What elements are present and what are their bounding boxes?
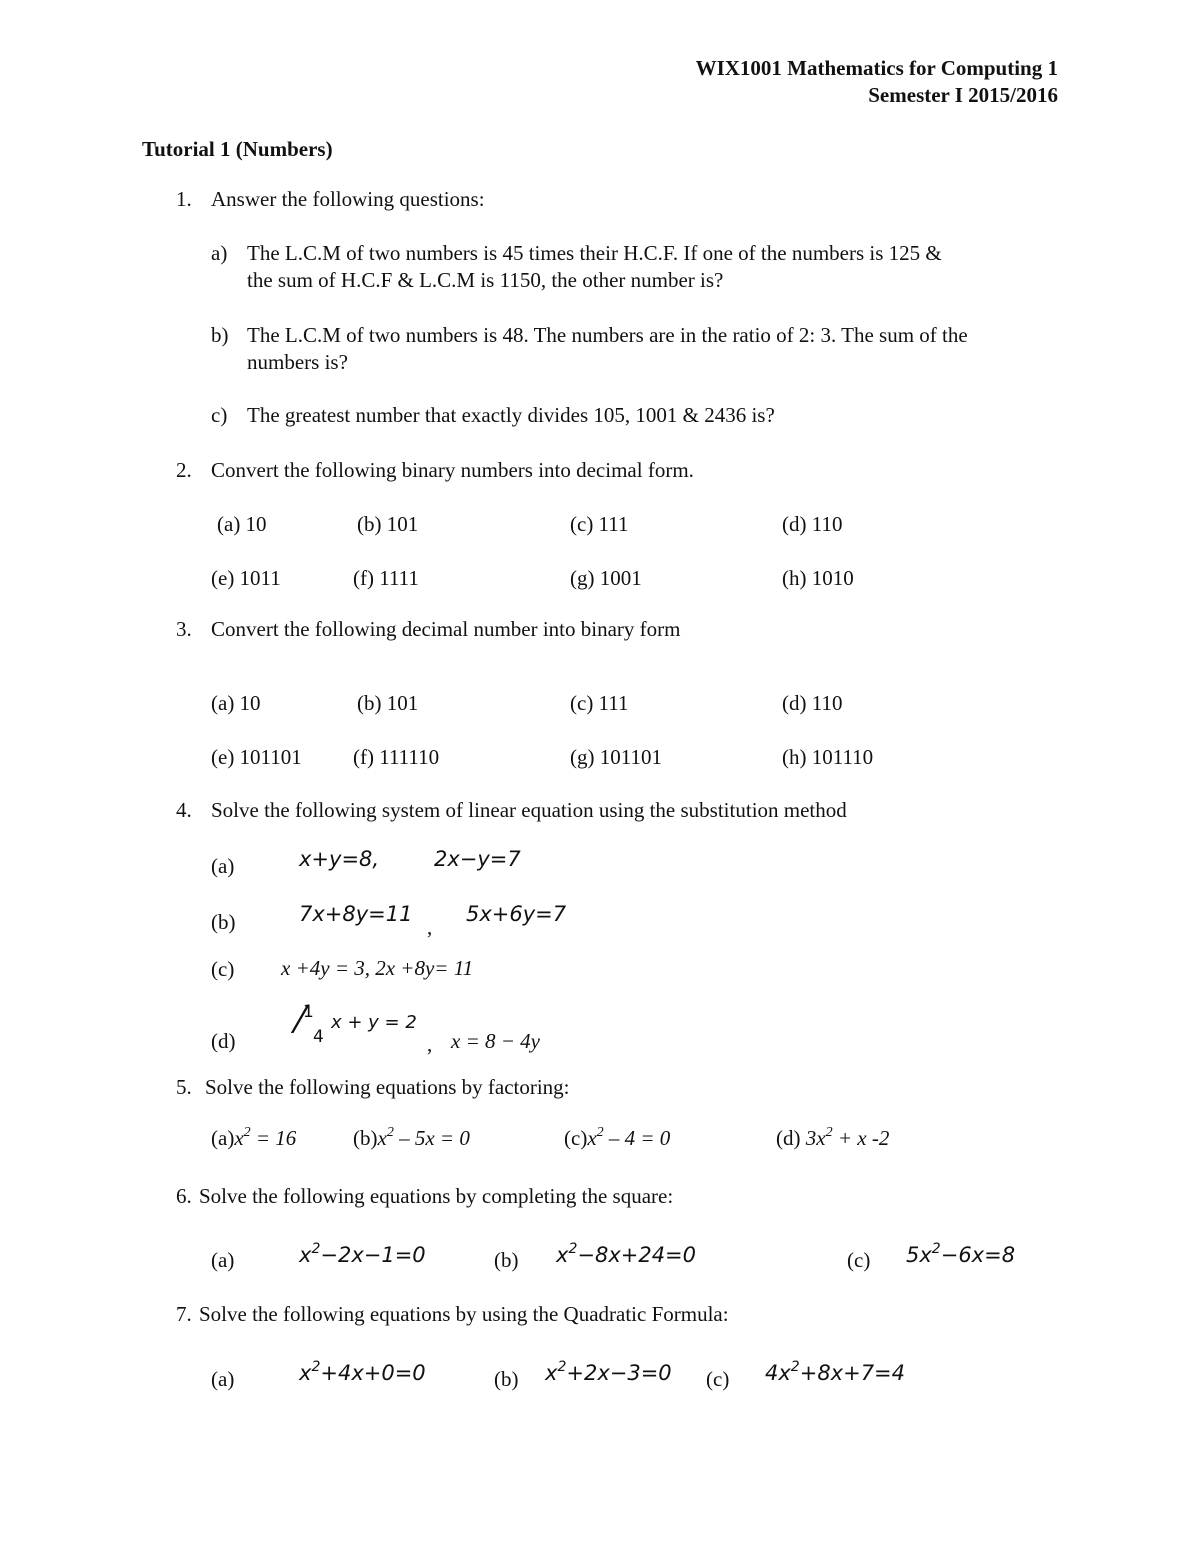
q4a-label: (a) xyxy=(211,854,235,878)
q3-number: 3. xyxy=(176,617,192,641)
q1b-line1: The L.C.M of two numbers is 48. The numbers are in the ratio of 2: 3. The sum of the xyxy=(247,323,968,347)
q4c-equation: x +4y = 3, 2x +8y= 11 xyxy=(281,956,474,980)
q5c-expr xyxy=(564,1125,671,1150)
q6b-equation xyxy=(556,1241,697,1267)
q2-item-e: (e) 1011 xyxy=(211,566,281,590)
q3-item-f: (f) 111110 xyxy=(353,745,440,769)
q2-item-h: (h) 1010 xyxy=(782,566,854,590)
q5c-exponent: 2 xyxy=(596,1125,604,1140)
q7c-base: 4x xyxy=(765,1361,791,1385)
q6b-exponent: 2 xyxy=(568,1241,578,1257)
q7b-equation xyxy=(545,1359,672,1385)
q5a-base: x xyxy=(234,1126,244,1150)
q7a-exponent: 2 xyxy=(311,1359,321,1375)
q1a-line1: The L.C.M of two numbers is 45 times their H.C.F. If one of the numbers is 125 & xyxy=(247,241,942,265)
q4d-equation-2: x = 8 − 4y xyxy=(451,1029,540,1053)
q5a-exponent: 2 xyxy=(243,1125,251,1140)
q2-number: 2. xyxy=(176,458,192,482)
q4a-equation-2: 2x−y=7 xyxy=(434,847,521,871)
q6b-label: (b) xyxy=(494,1248,519,1272)
q2-item-c: (c) 111 xyxy=(570,512,629,536)
q6b-rest: −8x+24=0 xyxy=(577,1243,697,1267)
q4b-label: (b) xyxy=(211,910,236,934)
q3-item-h: (h) 101110 xyxy=(782,745,874,769)
q6c-exponent: 2 xyxy=(931,1241,941,1257)
q1a-line2: the sum of H.C.F & L.C.M is 1150, the other number is? xyxy=(247,268,724,292)
q4d-label: (d) xyxy=(211,1029,236,1053)
q2-item-d: (d) 110 xyxy=(782,512,843,536)
q2-item-a: (a) 10 xyxy=(217,512,267,536)
q4b-equation-2: 5x+6y=7 xyxy=(466,902,567,926)
fraction-slash-icon: ⁄ xyxy=(297,1000,303,1042)
q5b-base: x xyxy=(377,1126,387,1150)
q7c-equation xyxy=(765,1359,906,1385)
q4d-fraction-denominator: 4 xyxy=(313,1027,324,1047)
q4c-label: (c) xyxy=(211,957,235,981)
q5b-expr xyxy=(353,1125,470,1150)
q2-item-b: (b) 101 xyxy=(357,512,419,536)
q2-text: Convert the following binary numbers into decimal form. xyxy=(211,458,694,482)
q1c-line1: The greatest number that exactly divides 105, 1001 & 2436 is? xyxy=(247,403,775,427)
q5a-label: (a) xyxy=(211,1126,235,1150)
q7a-equation xyxy=(299,1359,426,1385)
q5d-expr xyxy=(776,1125,890,1150)
q2-item-f: (f) 1111 xyxy=(353,566,419,590)
q7a-label: (a) xyxy=(211,1367,235,1391)
q6a-base: x xyxy=(299,1243,312,1267)
q5d-rest: + x -2 xyxy=(832,1126,890,1150)
tutorial-title: Tutorial 1 (Numbers) xyxy=(142,137,333,161)
q7c-label: (c) xyxy=(706,1367,730,1391)
q6c-label: (c) xyxy=(847,1248,871,1272)
q7-number: 7. xyxy=(176,1302,192,1326)
q4a-equation-1: x+y=8, xyxy=(299,847,380,871)
q6c-rest: −6x=8 xyxy=(940,1243,1016,1267)
q5-text: Solve the following equations by factoring: xyxy=(205,1075,570,1099)
q6-text: Solve the following equations by completing the square: xyxy=(199,1184,674,1208)
q4d-fraction-numerator: 1 xyxy=(303,1002,314,1022)
semester-label: Semester I 2015/2016 xyxy=(868,83,1058,107)
q7a-rest: +4x+0=0 xyxy=(320,1361,426,1385)
q7b-exponent: 2 xyxy=(557,1359,567,1375)
q6a-equation xyxy=(299,1241,426,1267)
q1c-label: c) xyxy=(211,403,228,427)
q5b-label: (b) xyxy=(353,1126,378,1150)
q5d-base: 3x xyxy=(805,1126,826,1150)
q5d-label: (d) xyxy=(776,1126,801,1150)
course-title: WIX1001 Mathematics for Computing 1 xyxy=(695,56,1058,80)
q6-number: 6. xyxy=(176,1184,192,1208)
q1-number: 1. xyxy=(176,187,192,211)
q7a-base: x xyxy=(299,1361,312,1385)
q5a-expr xyxy=(211,1125,297,1150)
q6a-rest: −2x−1=0 xyxy=(320,1243,426,1267)
q6a-label: (a) xyxy=(211,1248,235,1272)
q3-item-b: (b) 101 xyxy=(357,691,419,715)
q5a-rest: = 16 xyxy=(250,1126,297,1150)
q5c-base: x xyxy=(587,1126,597,1150)
q1b-label: b) xyxy=(211,323,229,347)
q3-text: Convert the following decimal number into binary form xyxy=(211,617,681,641)
q6c-base: 5x xyxy=(906,1243,932,1267)
q1b-line2: numbers is? xyxy=(247,350,348,374)
q5b-exponent: 2 xyxy=(386,1125,394,1140)
q7-text: Solve the following equations by using the Quadratic Formula: xyxy=(199,1302,729,1326)
q4-number: 4. xyxy=(176,798,192,822)
q5d-exponent: 2 xyxy=(825,1125,833,1140)
q4d-equation-1: x + y = 2 xyxy=(331,1012,417,1033)
q6b-base: x xyxy=(556,1243,569,1267)
q7c-exponent: 2 xyxy=(790,1359,800,1375)
q5c-rest: – 4 = 0 xyxy=(603,1126,671,1150)
q4-text: Solve the following system of linear equation using the substitution method xyxy=(211,798,847,822)
q1a-label: a) xyxy=(211,241,228,265)
q7b-base: x xyxy=(545,1361,558,1385)
q5c-label: (c) xyxy=(564,1126,588,1150)
q4b-comma: , xyxy=(427,915,433,939)
q3-item-e: (e) 101101 xyxy=(211,745,302,769)
q4b-equation-1: 7x+8y=11 xyxy=(299,902,413,926)
q6c-equation xyxy=(906,1241,1016,1267)
q5b-rest: – 5x = 0 xyxy=(393,1126,470,1150)
q4d-comma: , xyxy=(427,1032,433,1056)
q3-item-a: (a) 10 xyxy=(211,691,261,715)
q1-text: Answer the following questions: xyxy=(211,187,485,211)
q7c-rest: +8x+7=4 xyxy=(799,1361,906,1385)
q7b-rest: +2x−3=0 xyxy=(566,1361,672,1385)
q3-item-c: (c) 111 xyxy=(570,691,629,715)
q5-number: 5. xyxy=(176,1075,192,1099)
q6a-exponent: 2 xyxy=(311,1241,321,1257)
q3-item-d: (d) 110 xyxy=(782,691,843,715)
q2-item-g: (g) 1001 xyxy=(570,566,642,590)
q7b-label: (b) xyxy=(494,1367,519,1391)
q3-item-g: (g) 101101 xyxy=(570,745,662,769)
